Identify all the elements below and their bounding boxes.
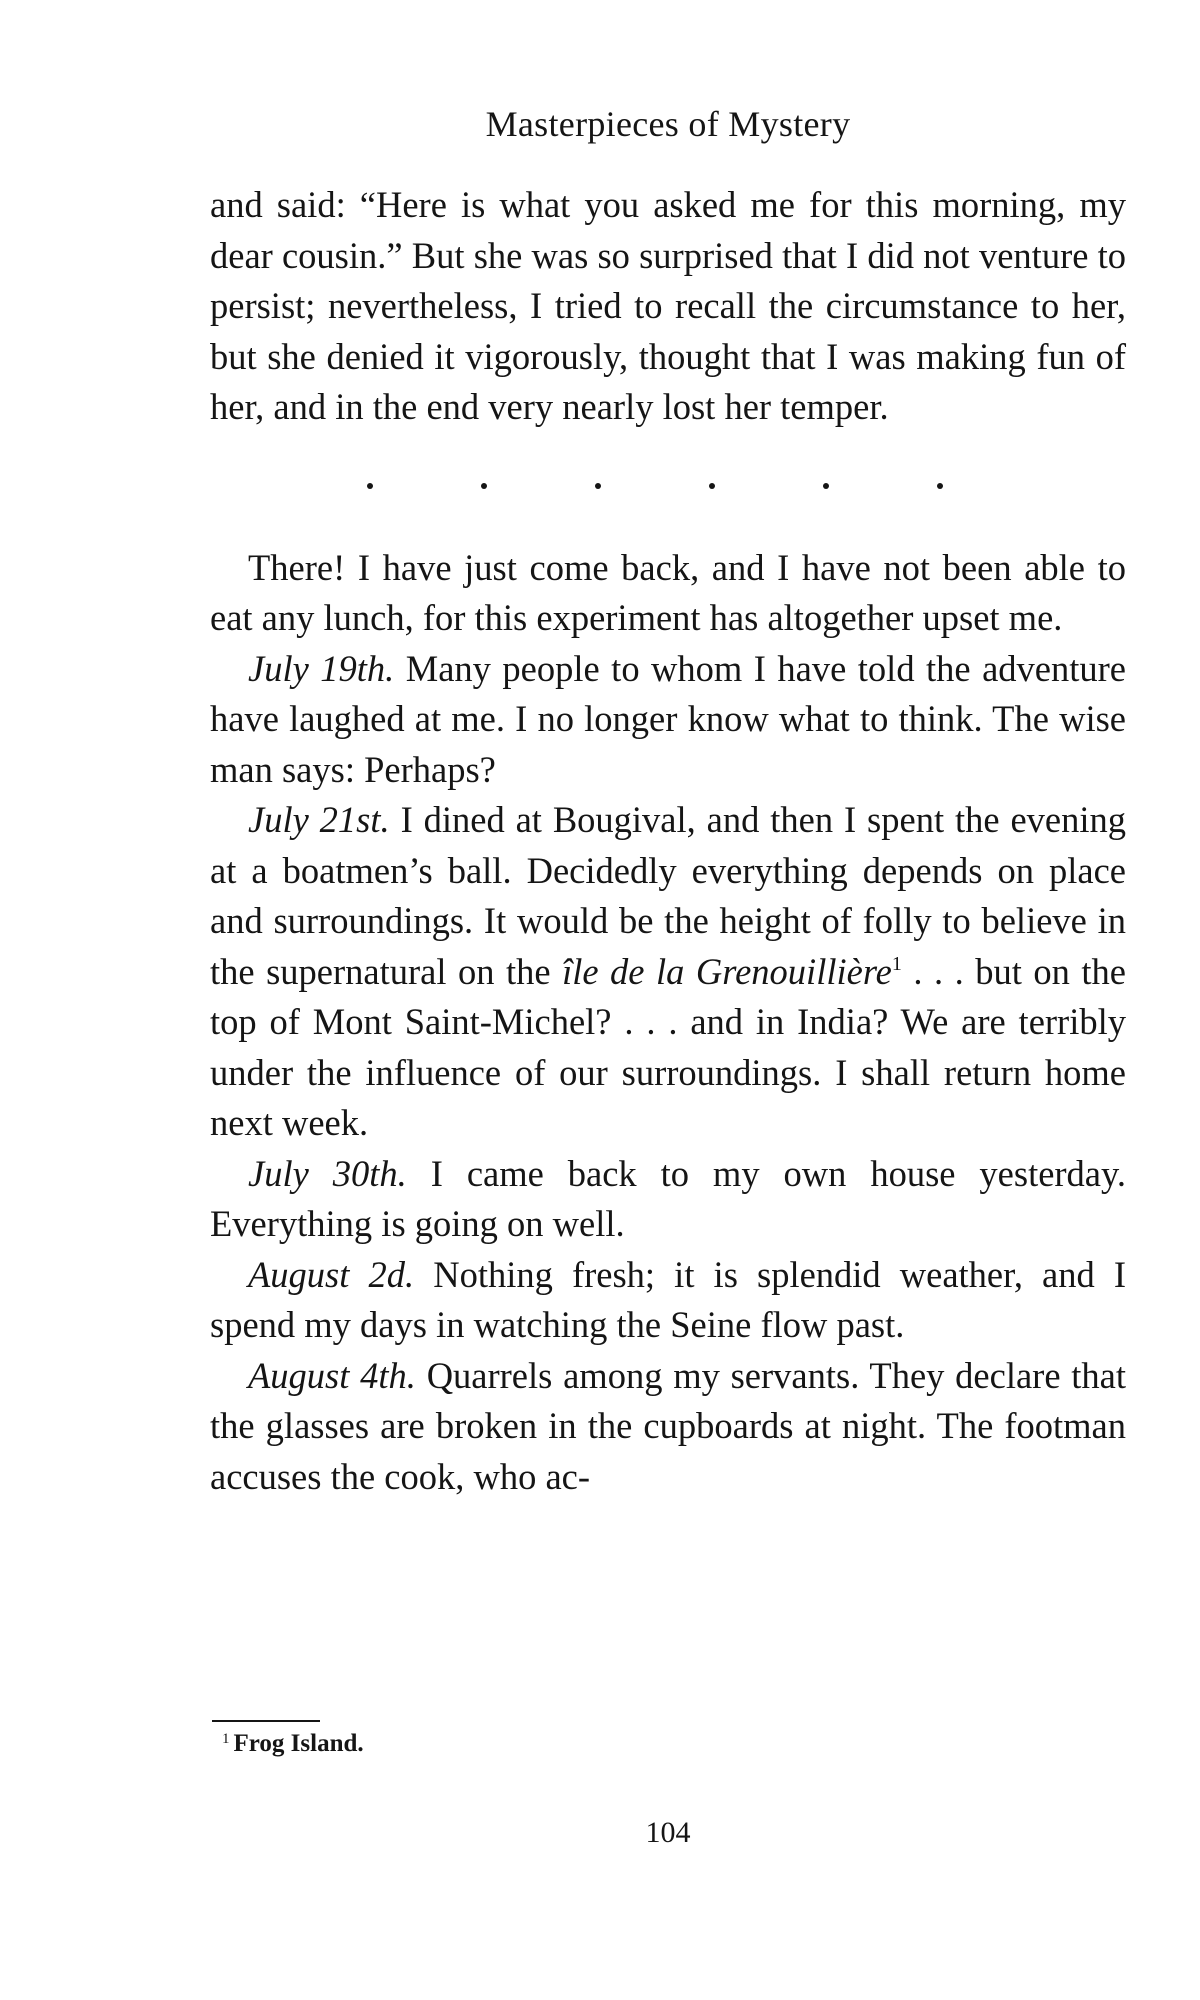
entry-date: July 30th.	[248, 1152, 407, 1194]
section-break-dot	[709, 483, 715, 489]
page-number: 104	[645, 1816, 691, 1849]
entry-date: August 4th.	[248, 1354, 416, 1396]
section-break-dot	[937, 483, 943, 489]
diary-entry	[210, 644, 1126, 796]
entry-text: I dined at Bougival, and then I spent the evening at a boatmen’s ball. Decidedly everything depends on place and surroundings. It would be the height of folly to believe in the supernatural on the	[210, 799, 1127, 992]
entry-date: July 19th.	[248, 647, 395, 689]
section-break	[210, 433, 1126, 543]
paragraph-text: and said: “Here is what you asked me for this morning, my dear cousin.” But she was so surprised that I did not venture to persist; nevertheless, I tried to recall the circumstance to her, but she denied it vigorously, thought that I was making fun of her, and in the end very nearly lost her temper.	[210, 184, 1126, 427]
footnote-marker: 1	[222, 1731, 230, 1747]
place-name: île de la Grenouillière	[562, 950, 892, 992]
entry-text: Many people to whom I have told the adventure have laughed at me. I no longer know what to think. The wise man says: Perhaps?	[210, 647, 1127, 790]
diary-entry	[210, 1250, 1126, 1351]
entry-text: Quarrels among my servants. They declare that the glasses are broken in the cupboards at night. The footman accuses the cook, who ac-	[210, 1354, 1127, 1497]
paragraph	[210, 543, 1126, 644]
footnote	[222, 1728, 364, 1760]
paragraph-text: There! I have just come back, and I have not been able to eat any lunch, for this experiment has altogether upset me.	[210, 546, 1126, 638]
paragraph	[210, 180, 1126, 433]
body-text	[210, 180, 1126, 1502]
entry-date: July 21st.	[248, 799, 390, 840]
entry-text: I came back to my own house yesterday. Everything is going on well.	[210, 1152, 1127, 1244]
section-break-dot	[595, 483, 601, 489]
footnote-reference: 1	[891, 952, 902, 975]
diary-entry	[210, 1149, 1126, 1250]
footnote-text: Frog Island.	[233, 1730, 364, 1757]
diary-entry	[210, 795, 1126, 1149]
section-break-dot	[367, 483, 373, 489]
diary-entry	[210, 1351, 1126, 1503]
footnote-rule	[212, 1720, 320, 1722]
entry-text: Nothing fresh; it is splendid weather, and I spend my days in watching the Seine flow past.	[210, 1253, 1126, 1345]
section-break-dot	[481, 483, 487, 489]
running-head: Masterpieces of Mystery	[485, 104, 851, 144]
entry-date: August 2d.	[248, 1253, 415, 1295]
entry-text: . . . but on the top of Mont Saint-Michel? . . . and in India? We are terribly under the influence of our surroundings. I shall return home next week.	[210, 950, 1126, 1143]
section-break-dot	[823, 483, 829, 489]
